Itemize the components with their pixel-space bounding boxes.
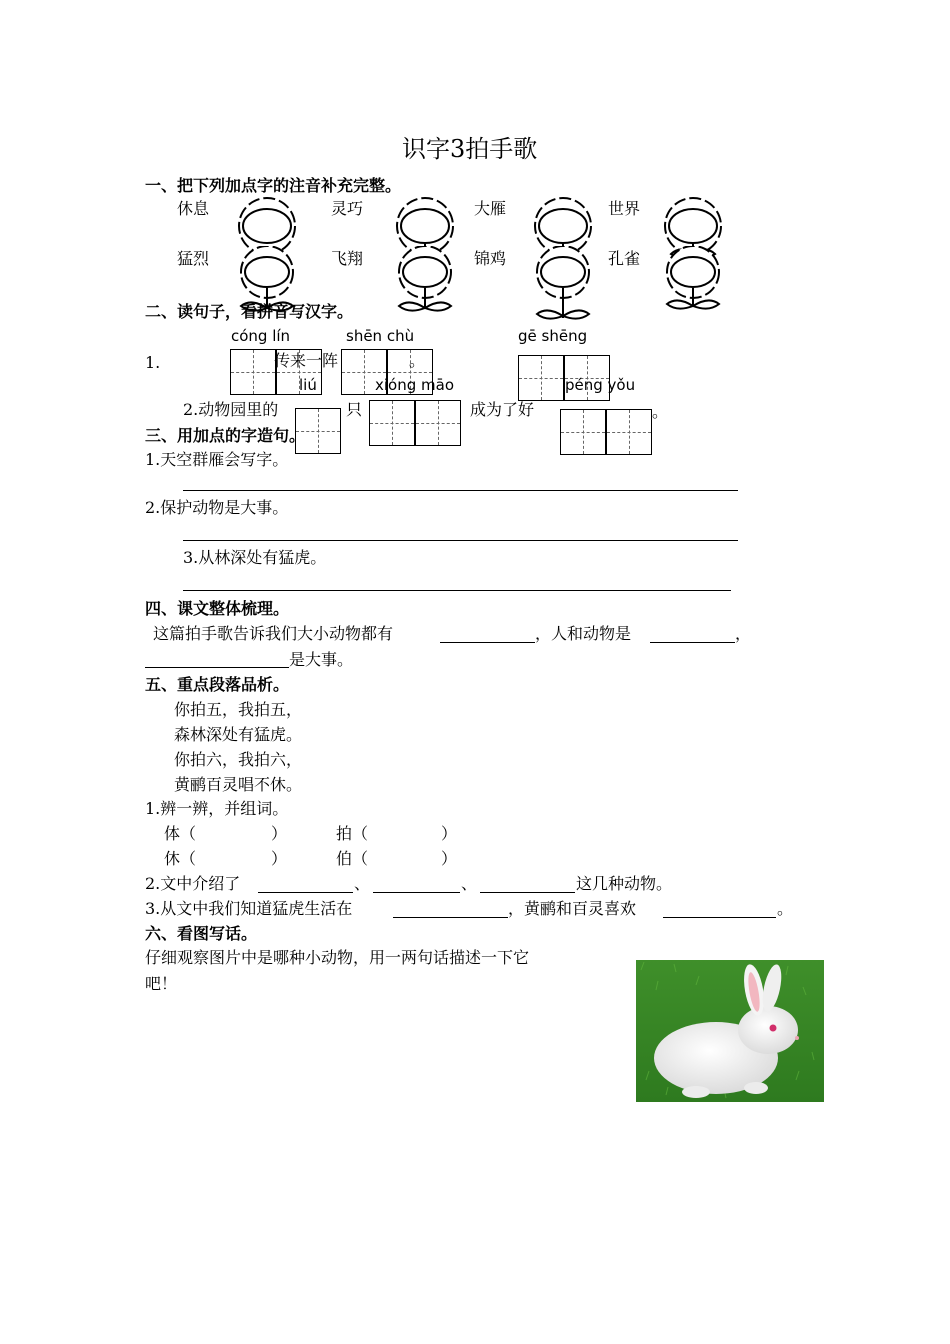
q2-2-mid: 只 [346, 400, 363, 419]
s5-q3-end: 。 [777, 899, 794, 918]
writing-box[interactable] [415, 400, 461, 446]
word-8: 孔雀 [608, 249, 641, 268]
s5-q2-end: 这几种动物。 [576, 874, 673, 893]
s4-text-3: ， [735, 624, 752, 643]
flower-icon [648, 246, 738, 316]
word-5: 猛烈 [177, 249, 210, 268]
flower-icon [518, 246, 608, 324]
pinyin-pengyou: péng yǒu [565, 376, 636, 394]
page-title: 识字3拍手歌 [402, 135, 538, 163]
sep-2: 、 [461, 874, 478, 893]
writing-box[interactable] [369, 400, 415, 446]
q2-2-end: 。 [652, 402, 669, 421]
poem-line-4: 黄鹂百灵唱不休。 [174, 775, 303, 794]
flower-icon [380, 246, 470, 316]
section-4-heading: 四、课文整体梳理。 [145, 599, 290, 618]
blank[interactable] [393, 917, 508, 918]
blank[interactable] [373, 892, 460, 893]
q2-1-num: 1. [145, 353, 161, 372]
pinyin-xiongmao: xióng māo [375, 376, 454, 394]
blank[interactable] [145, 667, 289, 668]
s4-text-2: ，人和动物是 [535, 624, 632, 643]
s3-item-2: 2.保护动物是大事。 [145, 498, 289, 517]
q2-1-mid: 传来一阵 [274, 351, 339, 370]
pinyin-liu: liú [299, 376, 317, 394]
pair-bo-open: 伯（ [336, 849, 369, 868]
answer-line[interactable] [183, 490, 738, 491]
s4-text-4: 是大事。 [289, 650, 354, 669]
s3-item-3: 3.从林深处有猛虎。 [183, 548, 327, 567]
s3-item-1: 1.天空群雁会写字。 [145, 450, 289, 469]
writing-box[interactable] [606, 409, 652, 455]
word-4: 世界 [608, 199, 641, 218]
pair-xiu-open: 休（ [164, 849, 197, 868]
writing-box[interactable] [518, 355, 564, 401]
blank[interactable] [650, 642, 735, 643]
pair-xiu-close: ） [271, 849, 288, 868]
answer-line[interactable] [183, 590, 731, 591]
pinyin-conglin: cóng lín [231, 327, 291, 345]
blank[interactable] [440, 642, 535, 643]
q2-1-end: 。 [409, 351, 426, 370]
section-6-heading: 六、看图写话。 [145, 924, 258, 943]
section-5-heading: 五、重点段落品析。 [145, 675, 290, 694]
pair-pai-close: ） [441, 824, 458, 843]
poem-line-2: 森林深处有猛虎。 [174, 725, 303, 744]
blank[interactable] [480, 892, 575, 893]
sep-1: 、 [354, 874, 371, 893]
s5-q3-b: ，黄鹂和百灵喜欢 [508, 899, 637, 918]
section-3-heading: 三、用加点的字造句。 [145, 426, 306, 445]
word-6: 飞翔 [331, 249, 364, 268]
word-3: 大雁 [474, 199, 507, 218]
pinyin-gesheng: gē shēng [518, 327, 588, 345]
s6-line-1: 仔细观察图片中是哪种小动物，用一两句话描述一下它 [145, 948, 530, 967]
section-2-heading: 二、读句子，看拼音写汉字。 [145, 302, 354, 321]
blank[interactable] [663, 917, 776, 918]
s6-line-2: 吧！ [145, 974, 178, 993]
s5-q1: 1.辨一辨，并组词。 [145, 799, 289, 818]
pair-ti-close: ） [271, 824, 288, 843]
s4-text-1: 这篇拍手歌告诉我们大小动物都有 [153, 624, 394, 643]
poem-line-1: 你拍五，我拍五， [174, 700, 303, 719]
q2-2-start: 2.动物园里的 [183, 400, 279, 419]
word-1: 休息 [177, 199, 210, 218]
answer-line[interactable] [183, 540, 738, 541]
section-1-heading: 一、把下列加点字的注音补充完整。 [145, 176, 402, 195]
pair-ti-open: 体（ [164, 824, 197, 843]
rabbit-photo [636, 960, 824, 1102]
poem-line-3: 你拍六，我拍六， [174, 750, 303, 769]
pair-bo-close: ） [441, 849, 458, 868]
writing-box[interactable] [560, 409, 606, 455]
pinyin-shenchu: shēn chù [346, 327, 415, 345]
word-7: 锦鸡 [474, 249, 507, 268]
s5-q3: 3.从文中我们知道猛虎生活在 [145, 899, 353, 918]
q2-2-mid2: 成为了好 [470, 400, 535, 419]
writing-box[interactable] [230, 349, 276, 395]
word-2: 灵巧 [331, 199, 364, 218]
pair-pai-open: 拍（ [336, 824, 369, 843]
s5-q2: 2.文中介绍了 [145, 874, 241, 893]
blank[interactable] [258, 892, 353, 893]
